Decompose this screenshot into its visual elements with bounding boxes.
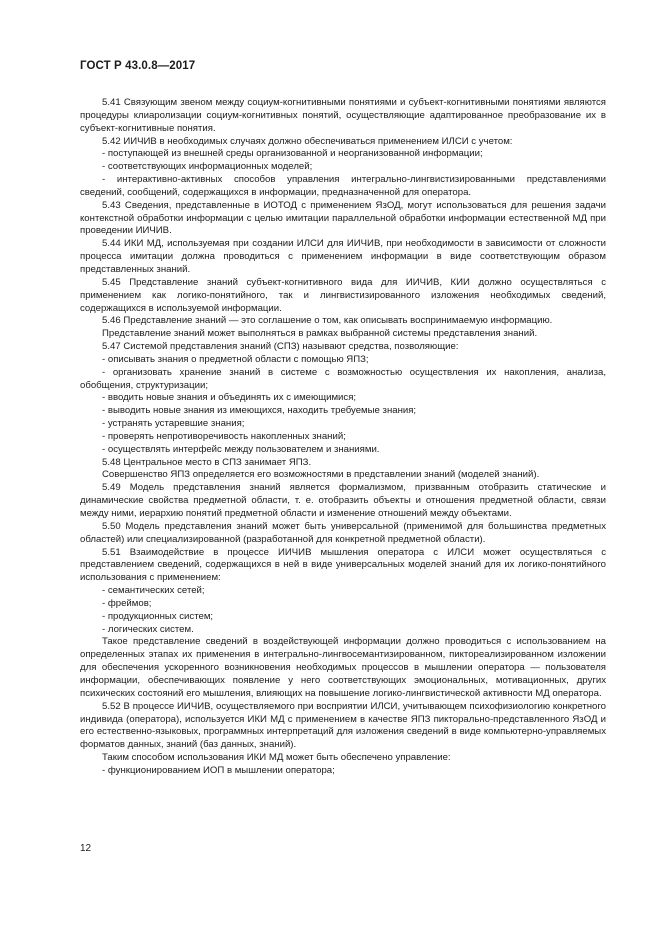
list-item: - поступающей из внешней среды организованной и неорганизованной информации; — [102, 148, 483, 160]
list-item: - выводить новые знания из имеющихся, находить требуемые знания; — [102, 405, 417, 417]
paragraph-5-46: 5.46 Представление знаний — это соглашение о том, как описывать воспринимаемую информацию. — [102, 315, 553, 327]
paragraph-5-51: 5.51 Взаимодействие в процессе ИИЧИВ мышления оператора с ИЛСИ может осуществляться с представлением сведений, содержащихся в ней в виде универсальных моделей знаний для их логико-понятийного использования с применением: — [80, 546, 606, 584]
paragraph-5-42: 5.42 ИИЧИВ в необходимых случаях должно обеспечиваться применением ИЛСИ с учетом: — [102, 135, 513, 147]
list-item: - соответствующих информационных моделей; — [102, 161, 313, 173]
list-item: - описывать знания о предметной области с помощью ЯПЗ; — [102, 353, 369, 365]
paragraph-5-47: 5.47 Системой представления знаний (СПЗ) называют средства, позволяющие: — [102, 341, 459, 353]
list-item: - продукционных систем; — [102, 610, 214, 622]
paragraph: Совершенство ЯПЗ определяется его возможностями в представлении знаний (моделей знаний). — [102, 469, 540, 481]
page-number: 12 — [80, 843, 92, 854]
paragraph: Представление знаний может выполняться в рамках выбранной системы представления знаний. — [102, 328, 538, 340]
list-item: - осуществлять интерфейс между пользователем и знаниями. — [102, 443, 380, 455]
document-body — [80, 97, 606, 778]
list-item: - организовать хранение знаний в системе с возможностью осуществления их накопления, анализа, обобщения, структуризации; — [80, 366, 606, 391]
paragraph-5-44: 5.44 ИКИ МД, используемая при создании ИЛСИ для ИИЧИВ, при необходимости в зависимости от сложности процесса имитации должна проводиться с применением информации в виде соответствующим образом представленных знаний. — [80, 238, 606, 275]
paragraph-5-52: 5.52 В процессе ИИЧИВ, осуществляемого при восприятии ИЛСИ, учитывающем психофизиологию конкретного индивида (оператора), используется ИКИ МД с применением в качестве ЯПЗ пикторально-представленного ЯзОД и его естественно-языковых, программных интерпретаций для изложения сведений в виде компьютерно-управляемых форматов данных, знаний (баз данных, знаний). — [80, 700, 606, 751]
list-item: - семантических сетей; — [102, 585, 205, 597]
paragraph-5-50: 5.50 Модель представления знаний может быть универсальной (применимой для большинства предметных областей) или специализированной (разработанной для конкретной предметной области). — [80, 520, 606, 545]
paragraph: Таким способом использования ИКИ МД может быть обеспечено управление: — [102, 752, 451, 764]
paragraph-5-45: 5.45 Представление знаний субъект-когнитивного вида для ИИЧИВ, КИИ должно осуществляться с применением как логико-понятийного, так и лингвистизированного изложения необходимых сведений, содержащихся в используемой информации. — [80, 276, 606, 314]
list-item: - вводить новые знания и объединять их с имеющимися; — [102, 392, 357, 404]
list-item: - интерактивно-активных способов управления интегрально-лингвистизированными представлениями сведений, сообщений, содержащихся в информации, предназначенной для оператора. — [80, 174, 606, 198]
paragraph-5-43: 5.43 Сведения, представленные в ИОТОД с применением ЯзОД, могут использоваться для решения задачи контекстной обработки информации с целью имитации параллельной обработки информации естественной МД при проведении ИИЧИВ. — [80, 199, 606, 237]
list-item: - устранять устаревшие знания; — [102, 418, 245, 430]
paragraph-5-49: 5.49 Модель представления знаний является формализмом, призванным отобразить статические и динамические свойства предметной области, т. е. отобразить объекты и отношения предметной области, связи между ними, иерархию понятий предметной области и изменение отношений между объектами. — [80, 482, 606, 519]
document-header: ГОСТ Р 43.0.8—2017 — [80, 60, 196, 72]
paragraph-5-41: 5.41 Связующим звеном между социум-когнитивными понятиями и субъект-когнитивными понятиями являются процедуры клиаролизации социум-когнитивных понятий, осуществляющие адаптированное преобразование их в субъект-когнитивные понятия. — [80, 97, 606, 134]
list-item: - логических систем. — [102, 623, 194, 635]
list-item: - функционированием ИОП в мышлении оператора; — [102, 764, 335, 776]
list-item: - фреймов; — [102, 597, 152, 609]
list-item: - проверять непротиворечивость накопленных знаний; — [102, 430, 346, 442]
paragraph: Такое представление сведений в воздействующей информации должно проводиться с использованием на определенных этапах их применения в интегрально-лингвосемантизированном, пиктореализированном изложении для обеспечения ускоренного возникновения необходимых процессов в мышлении оператора — пользователя информации, обеспечивающих появление у него соответствующих эмоциональных, мотивационных, других психических состояний его мышления, влияющих на повышение логико-лингвистической активности МД оператора. — [80, 636, 606, 699]
paragraph-5-48: 5.48 Центральное место в СПЗ занимает ЯПЗ. — [102, 456, 312, 468]
